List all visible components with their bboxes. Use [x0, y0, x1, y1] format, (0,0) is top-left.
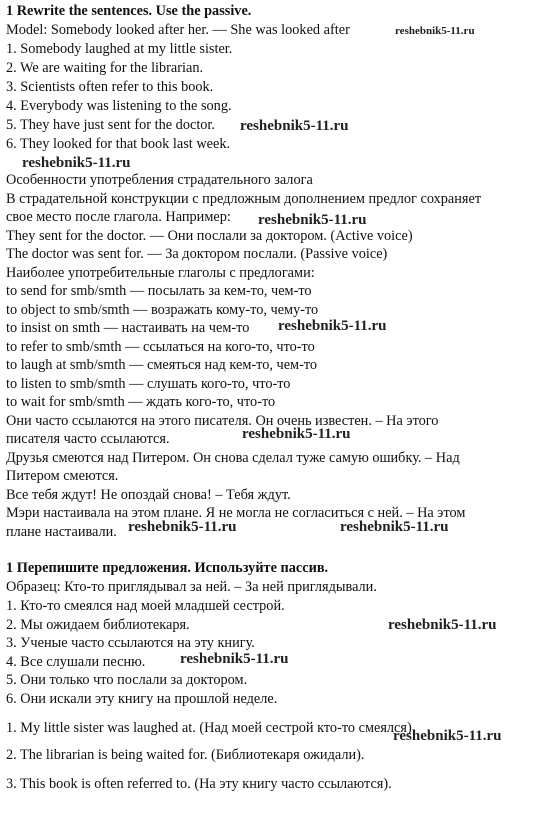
exercise-item-en: 6. They looked for that book last week. — [6, 136, 231, 152]
exercise-item-en: 2. We are waiting for the librarian. — [6, 60, 204, 76]
grammar-line: Питером смеются. — [6, 468, 119, 484]
exercise-item-ru: 3. Ученые часто ссылаются на эту книгу. — [6, 635, 255, 651]
grammar-line: Наиболее употребительные глаголы с предлогами: — [6, 265, 315, 281]
grammar-line: В страдательной конструкции с предложным дополнением предлог сохраняет — [6, 191, 482, 207]
grammar-line: to send for smb/smth — посылать за кем-то, чем-то — [6, 283, 312, 299]
answer-line: 2. The librarian is being waited for. (Библиотекаря ожидали). — [6, 747, 365, 763]
watermark: reshebnik5-11.ru — [128, 519, 237, 535]
grammar-line: плане настаивали. — [6, 524, 117, 540]
grammar-line: The doctor was sent for. — За доктором послали. (Passive voice) — [6, 246, 388, 262]
answer-line: 1. My little sister was laughed at. (Над моей сестрой кто-то смеялся) — [6, 720, 412, 736]
exercise-heading-ru: 1 Перепишите предложения. Используйте пассив. — [6, 560, 329, 576]
exercise-item-ru: 4. Все слушали песню. — [6, 654, 146, 670]
watermark: reshebnik5-11.ru — [393, 728, 502, 744]
grammar-line: Друзья смеются над Питером. Он снова сделал туже самую ошибку. – Над — [6, 450, 460, 466]
watermark: reshebnik5-11.ru — [180, 651, 289, 667]
model-sentence-ru: Образец: Кто-то приглядывал за ней. – За ней приглядывали. — [6, 579, 377, 595]
exercise-item-ru: 5. Они только что послали за доктором. — [6, 672, 248, 688]
watermark: reshebnik5-11.ru — [395, 25, 475, 37]
watermark: reshebnik5-11.ru — [240, 118, 349, 134]
watermark: reshebnik5-11.ru — [22, 155, 131, 171]
grammar-line: to refer to smb/smth — ссылаться на кого-то, что-то — [6, 339, 315, 355]
grammar-line: to object to smb/smth — возражать кому-то, чему-то — [6, 302, 319, 318]
grammar-line: Мэри настаивала на этом плане. Я не могла не согласиться с ней. – На этом — [6, 505, 466, 521]
exercise-item-ru: 6. Они искали эту книгу на прошлой неделе. — [6, 691, 278, 707]
grammar-line: They sent for the doctor. — Они послали за доктором. (Active voice) — [6, 228, 413, 244]
answer-line: 3. This book is often referred to. (На эту книгу часто ссылаются). — [6, 776, 392, 792]
exercise-item-en: 5. They have just sent for the doctor. — [6, 117, 215, 133]
watermark: reshebnik5-11.ru — [242, 426, 351, 442]
exercise-item-ru: 1. Кто-то смеялся над моей младшей сестрой. — [6, 598, 285, 614]
grammar-line: to wait for smb/smth — ждать кого-то, что-то — [6, 394, 276, 410]
grammar-line: to laugh at smb/smth — смеяться над кем-то, чем-то — [6, 357, 318, 373]
exercise-item-en: 3. Scientists often refer to this book. — [6, 79, 214, 95]
grammar-line: Они часто ссылаются на этого писателя. Он очень известен. – На этого — [6, 413, 439, 429]
model-sentence-en: Model: Somebody looked after her. — She was looked after — [6, 22, 350, 38]
grammar-line: to listen to smb/smth — слушать кого-то, что-то — [6, 376, 291, 392]
exercise-heading-en: 1 Rewrite the sentences. Use the passive. — [6, 3, 252, 19]
grammar-line: Все тебя ждут! Не опоздай снова! – Тебя ждут. — [6, 487, 291, 503]
grammar-line: to insist on smth — настаивать на чем-то — [6, 320, 250, 336]
grammar-title: Особенности употребления страдательного залога — [6, 172, 313, 188]
exercise-item-en: 4. Everybody was listening to the song. — [6, 98, 232, 114]
grammar-line: свое место после глагола. Например: — [6, 209, 231, 225]
exercise-item-en: 1. Somebody laughed at my little sister. — [6, 41, 233, 57]
exercise-item-ru: 2. Мы ожидаем библиотекаря. — [6, 617, 190, 633]
watermark: reshebnik5-11.ru — [278, 318, 387, 334]
watermark: reshebnik5-11.ru — [388, 617, 497, 633]
watermark: reshebnik5-11.ru — [340, 519, 449, 535]
watermark: reshebnik5-11.ru — [258, 212, 367, 228]
grammar-line: писателя часто ссылаются. — [6, 431, 170, 447]
